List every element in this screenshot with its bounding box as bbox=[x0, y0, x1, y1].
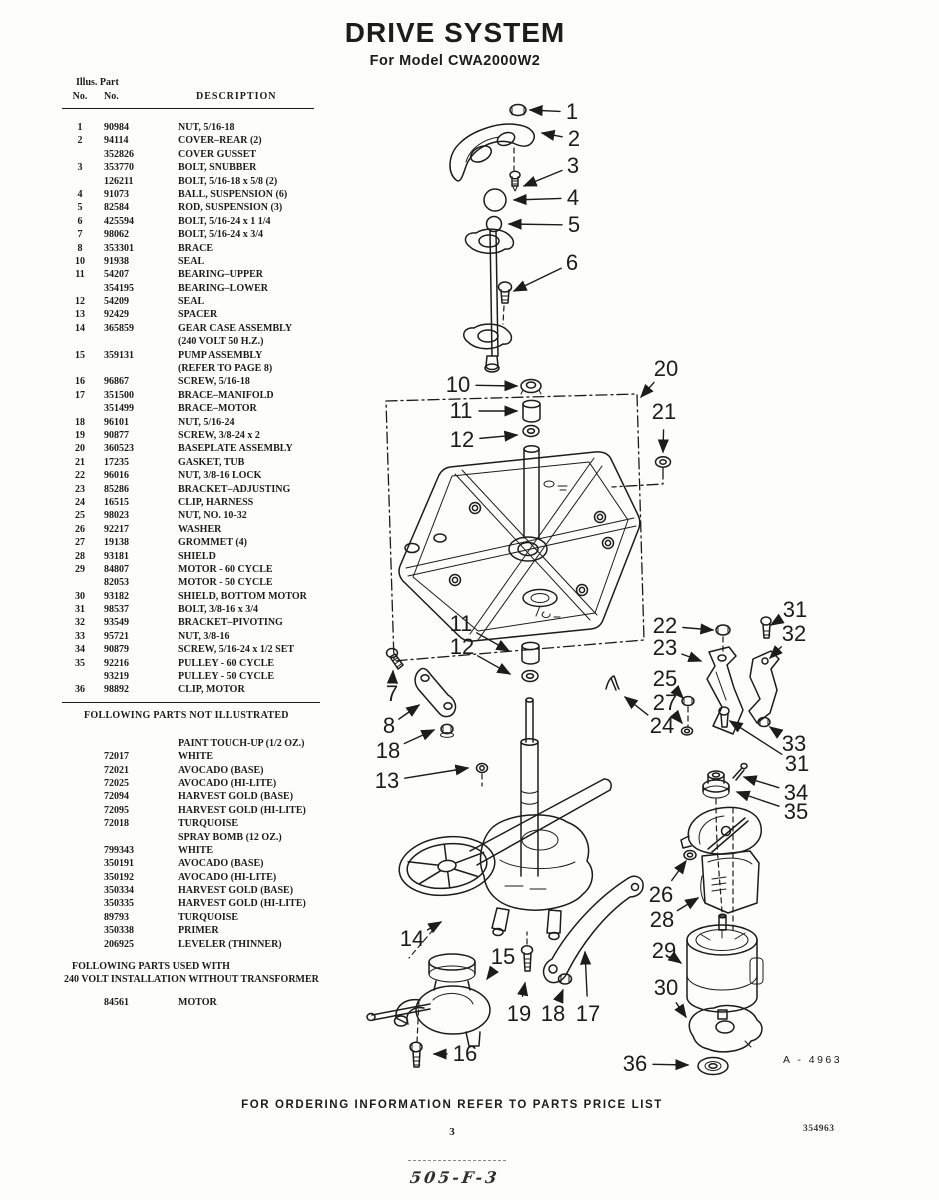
description-cell: SHIELD, BOTTOM MOTOR bbox=[178, 590, 307, 602]
part-no-cell: 126211 bbox=[104, 175, 134, 187]
callout-4: 4 bbox=[566, 185, 580, 210]
illus-no-cell: 32 bbox=[75, 617, 85, 629]
part-no-cell: 96867 bbox=[104, 376, 129, 388]
col-illus-no: No. bbox=[72, 91, 88, 102]
part-no-cell: 350335 bbox=[104, 898, 134, 910]
leader-line-30 bbox=[676, 1003, 686, 1017]
part-no-cell: 96016 bbox=[104, 470, 129, 482]
callout-24: 24 bbox=[649, 713, 675, 738]
description-cell: BEARING–UPPER bbox=[178, 269, 264, 281]
description-cell: AVOCADO (BASE) bbox=[178, 764, 264, 776]
leader-line-5 bbox=[509, 224, 562, 225]
description-cell: SCREW, 3/8-24 x 2 bbox=[178, 429, 260, 441]
document-number: 354963 bbox=[803, 1124, 835, 1134]
part-no-cell: 85286 bbox=[104, 483, 129, 495]
leader-line-27 bbox=[677, 717, 682, 723]
leader-line-35 bbox=[737, 792, 779, 806]
callout-35: 35 bbox=[783, 799, 809, 824]
description-cell: BOLT, 5/16-24 x 3/4 bbox=[178, 229, 264, 241]
callout-31: 31 bbox=[782, 597, 808, 622]
description-cell: (REFER TO PAGE 8) bbox=[178, 363, 273, 375]
illus-no-cell: 31 bbox=[75, 604, 85, 616]
description-cell: COVER GUSSET bbox=[178, 148, 257, 160]
illus-no-cell: 20 bbox=[75, 443, 85, 455]
col-description: DESCRIPTION bbox=[196, 91, 277, 102]
description-cell: SHIELD bbox=[178, 550, 216, 562]
description-cell: HARVEST GOLD (HI-LITE) bbox=[178, 804, 306, 816]
callout-18: 18 bbox=[375, 738, 401, 763]
description-cell: AVOCADO (HI-LITE) bbox=[178, 777, 277, 789]
callout-28: 28 bbox=[649, 907, 675, 932]
description-cell: SEAL bbox=[178, 296, 205, 308]
illus-no-cell: 19 bbox=[75, 429, 85, 441]
part-no-cell: 84807 bbox=[104, 563, 129, 575]
description-cell: CLIP, HARNESS bbox=[178, 496, 254, 508]
description-cell: BEARING–LOWER bbox=[178, 282, 269, 294]
part-no-cell: 353770 bbox=[104, 162, 134, 174]
part-no-cell: 19138 bbox=[104, 537, 129, 549]
leader-line-13 bbox=[405, 768, 468, 778]
leader-line-23 bbox=[682, 654, 701, 661]
description-cell: NUT, 3/8-16 bbox=[178, 630, 230, 642]
leader-line-3 bbox=[524, 171, 562, 186]
leader-line-22 bbox=[683, 627, 713, 630]
part-no-cell: 98892 bbox=[104, 684, 129, 696]
callout-17: 17 bbox=[575, 1001, 601, 1026]
callout-15: 15 bbox=[490, 944, 516, 969]
page-title: DRIVE SYSTEM bbox=[344, 17, 566, 48]
callout-27: 27 bbox=[652, 690, 678, 715]
description-cell: MOTOR - 50 CYCLE bbox=[178, 577, 273, 589]
part-no-cell: 98023 bbox=[104, 510, 129, 522]
page-subtitle: For Model CWA2000W2 bbox=[369, 53, 541, 69]
callout-33: 33 bbox=[781, 731, 807, 756]
leader-line-25 bbox=[677, 692, 683, 698]
part-no-cell: 82584 bbox=[104, 202, 129, 214]
illus-no-cell: 12 bbox=[75, 296, 85, 308]
part-no-cell: 96101 bbox=[104, 416, 129, 428]
description-cell: BRACE bbox=[178, 242, 214, 254]
callout-12: 12 bbox=[449, 634, 475, 659]
callout-7: 7 bbox=[385, 681, 399, 706]
callout-29: 29 bbox=[651, 938, 677, 963]
part-no-cell: 54209 bbox=[104, 296, 129, 308]
callout-1: 1 bbox=[565, 99, 579, 124]
callout-11: 11 bbox=[449, 611, 473, 636]
description-cell: WHITE bbox=[178, 751, 214, 763]
part-no-cell: 93181 bbox=[104, 550, 129, 562]
description-cell: WHITE bbox=[178, 844, 214, 856]
illus-no-cell: 26 bbox=[75, 523, 85, 535]
description-cell: SPACER bbox=[178, 309, 218, 321]
callout-21: 21 bbox=[651, 399, 677, 424]
part-no-cell: 89793 bbox=[104, 911, 129, 923]
description-cell: NUT, NO. 10-32 bbox=[178, 510, 247, 522]
description-cell: PUMP ASSEMBLY bbox=[178, 349, 263, 361]
part-no-cell: 72017 bbox=[104, 751, 129, 763]
part-no-cell: 72095 bbox=[104, 804, 129, 816]
callout-36: 36 bbox=[622, 1051, 648, 1076]
leader-line-33 bbox=[770, 727, 779, 734]
callout-6: 6 bbox=[565, 250, 579, 275]
page-number: 3 bbox=[449, 1126, 455, 1138]
part-no-cell: 98537 bbox=[104, 604, 129, 616]
illus-no-cell: 6 bbox=[77, 215, 83, 227]
description-cell: PULLEY - 60 CYCLE bbox=[178, 657, 275, 669]
illus-no-cell: 18 bbox=[75, 416, 85, 428]
leader-line-21 bbox=[663, 430, 664, 452]
description-cell: LEVELER (THINNER) bbox=[178, 938, 282, 950]
part-no-cell: 350191 bbox=[104, 858, 134, 870]
volt240-heading-line2: 240 VOLT INSTALLATION WITHOUT TRANSFORMER bbox=[64, 974, 319, 986]
callout-22: 22 bbox=[652, 613, 678, 638]
description-cell: MOTOR - 60 CYCLE bbox=[178, 563, 273, 575]
description-cell: SPRAY BOMB (12 OZ.) bbox=[178, 831, 282, 843]
part-no-cell: 54207 bbox=[104, 269, 129, 281]
description-cell: ROD, SUSPENSION (3) bbox=[178, 202, 283, 214]
handwriting-dashed-line bbox=[408, 1160, 506, 1161]
part-no-cell: 350334 bbox=[104, 885, 134, 897]
illus-no-cell: 21 bbox=[75, 456, 85, 468]
callout-34: 34 bbox=[783, 780, 809, 805]
part-no-cell: 82053 bbox=[104, 577, 129, 589]
callout-13: 13 bbox=[374, 768, 400, 793]
description-cell: AVOCADO (HI-LITE) bbox=[178, 871, 277, 883]
illus-no-cell: 15 bbox=[75, 349, 85, 361]
baseplate-assembly-art bbox=[386, 380, 671, 682]
description-cell: COVER–REAR (2) bbox=[178, 135, 262, 147]
leader-line-4 bbox=[514, 198, 561, 200]
part-no-cell: 360523 bbox=[104, 443, 134, 455]
description-cell: TURQUOISE bbox=[178, 911, 239, 923]
illus-no-cell: 7 bbox=[77, 229, 83, 241]
illus-no-cell: 10 bbox=[75, 255, 85, 267]
not-illustrated-heading: FOLLOWING PARTS NOT ILLUSTRATED bbox=[84, 709, 289, 721]
illus-no-cell: 16 bbox=[75, 376, 85, 388]
leader-line-28 bbox=[677, 898, 698, 911]
illus-no-cell: 3 bbox=[77, 162, 83, 174]
leader-line-12 bbox=[480, 435, 517, 438]
description-cell: BALL, SUSPENSION (6) bbox=[178, 188, 288, 200]
description-cell: TURQUOISE bbox=[178, 818, 239, 830]
description-cell: NUT, 5/16-18 bbox=[178, 122, 235, 133]
description-cell: NUT, 5/16-24 bbox=[178, 416, 235, 428]
bracket-hardware-art bbox=[606, 617, 779, 912]
callout-8: 8 bbox=[382, 713, 396, 738]
illus-no-cell: 36 bbox=[75, 684, 85, 696]
illus-no-cell: 33 bbox=[75, 630, 85, 642]
part-no-cell: 90877 bbox=[104, 429, 129, 441]
part-no-cell: 352826 bbox=[104, 148, 134, 160]
callout-30: 30 bbox=[653, 975, 679, 1000]
illus-no-cell: 35 bbox=[75, 657, 85, 669]
description-cell: NUT, 3/8-16 LOCK bbox=[178, 470, 262, 482]
illus-no-cell: 24 bbox=[75, 496, 85, 508]
description-cell: PRIMER bbox=[178, 925, 219, 937]
leader-line-31 bbox=[771, 620, 780, 625]
gearcase-pump-art bbox=[367, 698, 643, 1067]
callout-18: 18 bbox=[540, 1001, 566, 1026]
callout-3: 3 bbox=[566, 153, 580, 178]
part-no-cell: 94114 bbox=[104, 135, 129, 147]
leader-line-1 bbox=[530, 110, 560, 111]
description-cell: AVOCADO (BASE) bbox=[178, 858, 264, 870]
handwritten-code: 505-F-3 bbox=[408, 1168, 501, 1187]
description-cell: PULLEY - 50 CYCLE bbox=[178, 671, 275, 683]
callout-16: 16 bbox=[452, 1041, 478, 1066]
callout-26: 26 bbox=[648, 882, 674, 907]
parts-table-header-line1: Illus. Part bbox=[76, 77, 119, 88]
callout-19: 19 bbox=[506, 1001, 532, 1026]
description-cell: GROMMET (4) bbox=[178, 537, 247, 549]
leader-line-20 bbox=[641, 382, 654, 397]
suspension-assembly-art bbox=[450, 105, 534, 373]
part-no-cell: 93182 bbox=[104, 590, 129, 602]
illus-no-cell: 2 bbox=[77, 135, 83, 147]
description-cell: BRACKET–ADJUSTING bbox=[178, 483, 291, 495]
part-no-cell: 93549 bbox=[104, 617, 129, 629]
part-no-cell: 351500 bbox=[104, 389, 134, 401]
leader-line-6 bbox=[514, 268, 561, 291]
part-no-cell: 353301 bbox=[104, 242, 134, 254]
part-no-cell: 206925 bbox=[104, 938, 134, 950]
description-cell: BRACKET–PIVOTING bbox=[178, 617, 283, 629]
leader-line-29 bbox=[679, 961, 681, 963]
leader-line-26 bbox=[672, 861, 686, 880]
description-cell: BOLT, SNUBBER bbox=[178, 162, 257, 174]
callout-14: 14 bbox=[399, 926, 425, 951]
leader-line-18 bbox=[560, 990, 563, 997]
illus-no-cell: 29 bbox=[75, 563, 85, 575]
description-cell: HARVEST GOLD (BASE) bbox=[178, 885, 294, 897]
col-part-no: No. bbox=[104, 91, 119, 102]
description-cell: GASKET, TUB bbox=[178, 456, 245, 468]
callout-5: 5 bbox=[567, 212, 581, 237]
description-cell: CLIP, MOTOR bbox=[178, 684, 245, 696]
description-cell: PAINT TOUCH-UP (1/2 OZ.) bbox=[178, 737, 305, 749]
part-no-cell: 72021 bbox=[104, 764, 129, 776]
part-no-cell: 365859 bbox=[104, 322, 134, 334]
description-cell: BOLT, 5/16-18 x 5/8 (2) bbox=[178, 175, 278, 187]
part-no-cell: 359131 bbox=[104, 349, 134, 361]
description-cell: MOTOR bbox=[178, 996, 217, 1008]
part-no-cell: 351499 bbox=[104, 403, 134, 415]
callout-32: 32 bbox=[781, 621, 807, 646]
part-no-cell: 350338 bbox=[104, 925, 134, 937]
description-cell: BRACE–MANIFOLD bbox=[178, 389, 274, 401]
description-cell: HARVEST GOLD (BASE) bbox=[178, 791, 294, 803]
part-no-cell: 354195 bbox=[104, 282, 134, 294]
leader-line-14 bbox=[428, 922, 441, 930]
part-no-cell: 799343 bbox=[104, 844, 134, 856]
description-cell: SCREW, 5/16-18 bbox=[178, 376, 250, 388]
description-cell: BOLT, 3/8-16 x 3/4 bbox=[178, 604, 259, 616]
part-no-cell: 350192 bbox=[104, 871, 134, 883]
illus-no-cell: 30 bbox=[75, 590, 85, 602]
leader-line-8 bbox=[399, 705, 419, 719]
part-no-cell: 93219 bbox=[104, 671, 129, 683]
part-no-cell: 90984 bbox=[104, 122, 129, 133]
part-no-cell: 98062 bbox=[104, 229, 129, 241]
illus-no-cell: 1 bbox=[77, 122, 83, 133]
illus-no-cell: 34 bbox=[75, 644, 85, 656]
illus-no-cell: 25 bbox=[75, 510, 85, 522]
illus-no-cell: 13 bbox=[75, 309, 85, 321]
diagram-ref-code: A - 4963 bbox=[783, 1054, 843, 1066]
part-no-cell: 72018 bbox=[104, 818, 129, 830]
callout-10: 10 bbox=[445, 372, 471, 397]
callout-23: 23 bbox=[652, 635, 678, 660]
description-cell: HARVEST GOLD (HI-LITE) bbox=[178, 898, 306, 910]
leader-line-36 bbox=[653, 1064, 688, 1065]
illus-no-cell: 22 bbox=[75, 470, 85, 482]
leader-line-10 bbox=[476, 385, 517, 386]
leader-line-12 bbox=[478, 656, 510, 674]
description-cell: WASHER bbox=[178, 523, 222, 535]
part-no-cell: 95721 bbox=[104, 630, 129, 642]
description-cell: BOLT, 5/16-24 x 1 1/4 bbox=[178, 215, 271, 227]
illus-no-cell: 23 bbox=[75, 483, 85, 495]
part-no-cell: 72025 bbox=[104, 777, 129, 789]
ordering-note: FOR ORDERING INFORMATION REFER TO PARTS PRICE LIST bbox=[241, 1099, 663, 1111]
part-no-cell: 91938 bbox=[104, 255, 129, 267]
leader-line-19 bbox=[522, 983, 525, 996]
part-no-cell: 92429 bbox=[104, 309, 129, 321]
illus-no-cell: 14 bbox=[75, 322, 85, 334]
description-cell: GEAR CASE ASSEMBLY bbox=[178, 322, 293, 334]
illus-no-cell: 17 bbox=[75, 389, 85, 401]
callout-2: 2 bbox=[567, 126, 581, 151]
leader-line-15 bbox=[487, 972, 492, 979]
description-cell: (240 VOLT 50 H.Z.) bbox=[178, 336, 264, 348]
illus-no-cell: 28 bbox=[75, 550, 85, 562]
motor-assembly-art bbox=[681, 807, 763, 1074]
part-no-cell: 84561 bbox=[104, 996, 129, 1008]
part-no-cell: 17235 bbox=[104, 456, 129, 468]
callout-11: 11 bbox=[449, 398, 473, 423]
leader-line-24 bbox=[625, 697, 648, 715]
illus-no-cell: 11 bbox=[75, 269, 85, 281]
leader-line-34 bbox=[744, 777, 779, 788]
illus-no-cell: 27 bbox=[75, 537, 85, 549]
volt240-heading-line1: FOLLOWING PARTS USED WITH bbox=[72, 961, 230, 973]
part-no-cell: 90879 bbox=[104, 644, 129, 656]
callout-12: 12 bbox=[449, 427, 475, 452]
description-cell: BRACE–MOTOR bbox=[178, 403, 257, 415]
leader-line-31 bbox=[730, 721, 782, 754]
description-cell: BASEPLATE ASSEMBLY bbox=[178, 443, 293, 455]
illus-no-cell: 5 bbox=[77, 202, 83, 214]
part-no-cell: 16515 bbox=[104, 496, 129, 508]
leader-line-18 bbox=[404, 730, 434, 744]
description-cell: SEAL bbox=[178, 255, 205, 267]
leader-line-11 bbox=[477, 633, 509, 651]
callout-20: 20 bbox=[653, 356, 679, 381]
leader-line-17 bbox=[585, 952, 587, 996]
part-no-cell: 92217 bbox=[104, 523, 129, 535]
callout-25: 25 bbox=[652, 666, 678, 691]
description-cell: SCREW, 5/16-24 x 1/2 SET bbox=[178, 644, 295, 656]
part-no-cell: 92216 bbox=[104, 657, 129, 669]
illus-no-cell: 8 bbox=[77, 242, 83, 254]
leader-line-2 bbox=[542, 133, 562, 137]
part-no-cell: 91073 bbox=[104, 188, 129, 200]
callout-31: 31 bbox=[784, 751, 810, 776]
part-no-cell: 72094 bbox=[104, 791, 129, 803]
illus-no-cell: 4 bbox=[77, 188, 83, 200]
part-no-cell: 425594 bbox=[104, 215, 134, 227]
